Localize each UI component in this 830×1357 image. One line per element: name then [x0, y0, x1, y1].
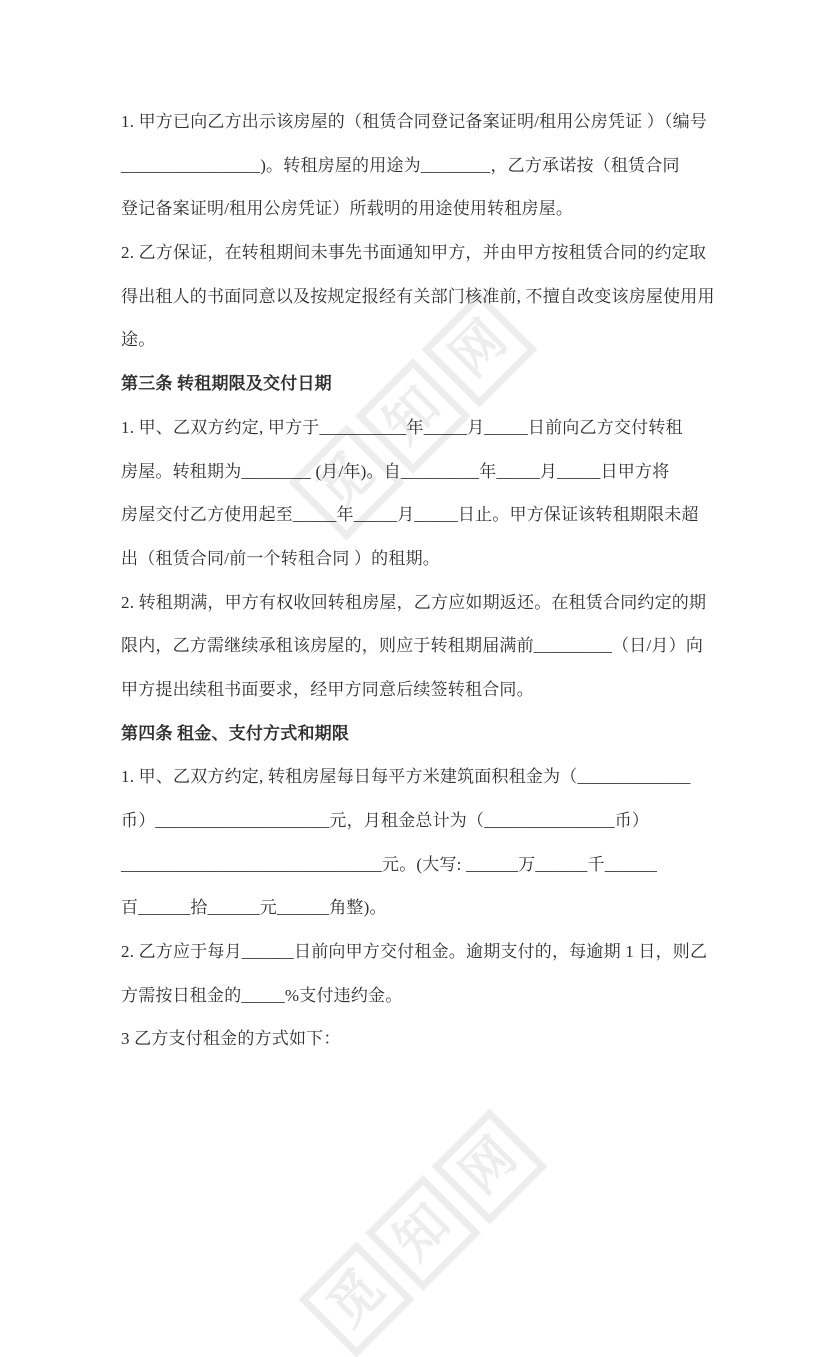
watermark-char-box [431, 1109, 547, 1225]
contract-body [121, 100, 721, 1061]
contract-line: 方需按日租金的_____%支付违约金。 [121, 985, 403, 1005]
contract-line: 房屋。转租期为________ (月/年)。自_________年_____月_____日甲方将 [121, 461, 670, 481]
contract-line: 房屋交付乙方使用起至_____年_____月_____日止。甲方保证该转租期限未超 [121, 505, 699, 525]
contract-line: 得出租人的书面同意以及按规定报经有关部门核准前, 不擅自改变该房屋使用用 [121, 286, 715, 306]
contract-line: 限内，乙方需继续承租该房屋的，则应于转租期届满前_________（日/月）向 [121, 636, 704, 656]
section-heading: 第三条 转租期限及交付日期 [121, 374, 332, 394]
contract-line: 出（租赁合同/前一个转租合同 ）的租期。 [121, 548, 440, 568]
contract-line: 2. 转租期满，甲方有权收回转租房屋，乙方应如期返还。在租赁合同约定的期 [121, 592, 707, 612]
contract-line: 1. 甲、乙双方约定, 转租房屋每日每平方米建筑面积租金为（_____________ [121, 767, 691, 787]
watermark-char: 网 [450, 1127, 528, 1205]
contract-line: 甲方提出续租书面要求，经甲方同意后续签转租合同。 [121, 679, 534, 699]
contract-line: 1. 甲方已向乙方出示该房屋的（租赁合同登记备案证明/租用公房凭证 ）（编号 [121, 112, 708, 131]
watermark-char: 觅 [307, 443, 385, 521]
contract-line: ______________________________元。(大写: ______万______千______ [121, 854, 658, 874]
watermark-char: 知 [374, 377, 452, 455]
contract-line: 百______拾______元______角整)。 [121, 898, 387, 918]
contract-line: 1. 甲、乙双方约定, 甲方于__________年_____月_____日前向乙方交付转租 [121, 417, 683, 437]
contract-line: 币）____________________元，月租金总计为（_______________币） [121, 811, 650, 830]
section-heading: 第四条 租金、支付方式和期限 [121, 723, 350, 743]
contract-line: 途。 [121, 330, 156, 350]
contract-line: 2. 乙方保证，在转租期间未事先书面通知甲方，并由甲方按租赁合同的约定取 [121, 243, 707, 263]
watermark-char: 网 [440, 310, 518, 388]
watermark-char: 知 [384, 1194, 462, 1272]
contract-line: ________________)。转租房屋的用途为________，乙方承诺按（租赁合同 [121, 155, 680, 175]
watermark-char: 觅 [317, 1260, 395, 1338]
contract-line: 2. 乙方应于每月______日前向甲方交付租金。逾期支付的，每逾期 1 日，则乙 [121, 942, 708, 962]
watermark-char-box [299, 1241, 415, 1357]
contract-line: 3 乙方支付租金的方式如下： [121, 1029, 341, 1049]
mizhiwang-watermark-bottom [299, 1109, 548, 1357]
contract-line: 登记备案证明/租用公房凭证）所载明的用途使用转租房屋。 [121, 199, 574, 219]
watermark-char-box [365, 1175, 481, 1291]
